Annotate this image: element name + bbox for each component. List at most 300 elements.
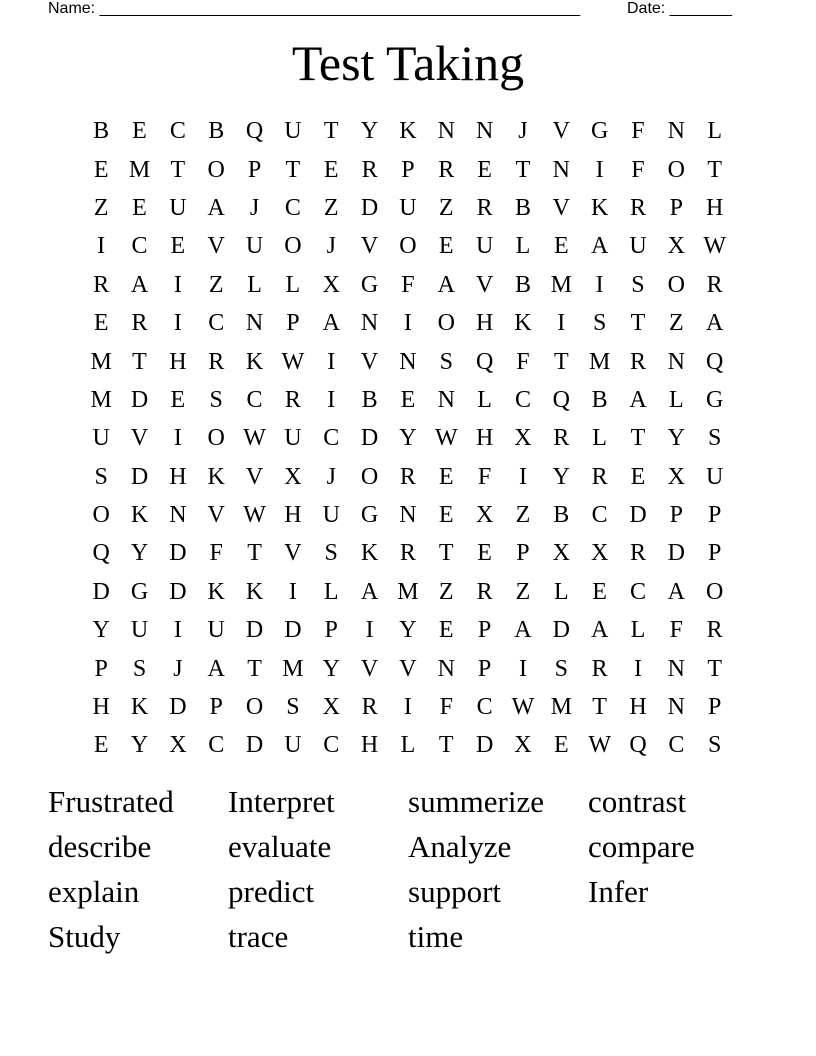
grid-letter: C	[668, 732, 685, 759]
grid-letter: W	[588, 732, 611, 759]
grid-letter: B	[514, 194, 531, 221]
grid-letter: E	[132, 194, 147, 221]
grid-letter: C	[284, 194, 301, 221]
grid-letter: V	[130, 425, 149, 452]
grid-letter: S	[554, 655, 568, 682]
grid-row	[82, 611, 734, 649]
grid-letter: U	[284, 732, 302, 759]
grid-letter: T	[132, 348, 147, 375]
grid-letter: T	[515, 156, 531, 183]
grid-letter: F	[401, 271, 415, 298]
grid-letter: L	[285, 271, 301, 298]
grid-letter: V	[284, 540, 302, 567]
name-field	[48, 0, 580, 18]
grid-letter: P	[477, 617, 492, 644]
grid-letter: J	[249, 194, 260, 221]
grid-letter: G	[130, 578, 149, 605]
grid-letter: A	[437, 271, 455, 298]
grid-row	[82, 381, 734, 419]
grid-letter: Q	[92, 540, 110, 567]
grid-letter: T	[285, 156, 301, 183]
grid-letter: P	[286, 310, 300, 337]
grid-letter: Z	[323, 194, 339, 221]
grid-letter: Y	[130, 540, 149, 567]
word-bank-item: Interpret	[228, 784, 335, 819]
grid-letter: E	[93, 732, 109, 759]
grid-letter: S	[209, 386, 223, 413]
grid-letter: W	[243, 502, 266, 529]
grid-letter: J	[173, 655, 183, 682]
grid-letter: U	[245, 233, 264, 260]
grid-letter: K	[207, 578, 225, 605]
grid-letter: W	[281, 348, 305, 375]
grid-letter: V	[475, 271, 494, 298]
grid-letter: U	[706, 463, 724, 490]
date-field	[627, 0, 732, 18]
grid-letter: R	[399, 463, 416, 490]
grid-letter: R	[706, 617, 723, 644]
grid-letter: R	[629, 348, 646, 375]
word-bank-item: evaluate	[228, 829, 332, 864]
grid-letter: U	[284, 425, 302, 452]
grid-letter: I	[173, 425, 182, 452]
grid-letter: K	[399, 118, 417, 145]
grid-letter: R	[361, 156, 378, 183]
grid-letter: D	[169, 540, 187, 567]
grid-letter: F	[631, 156, 645, 183]
grid-letter: R	[476, 578, 493, 605]
grid-letter: N	[399, 502, 417, 529]
grid-letter: E	[553, 732, 569, 759]
grid-letter: I	[518, 655, 527, 682]
word-bank-item: explain	[48, 874, 140, 909]
grid-letter: T	[247, 655, 262, 682]
grid-letter: L	[553, 578, 569, 605]
grid-letter: V	[360, 655, 379, 682]
grid-letter: E	[438, 502, 454, 529]
grid-letter: F	[516, 348, 530, 375]
grid-letter: C	[514, 386, 531, 413]
grid-letter: C	[323, 425, 340, 452]
grid-letter: B	[208, 118, 225, 145]
grid-letter: I	[173, 617, 182, 644]
grid-letter: M	[282, 655, 304, 682]
grid-letter: O	[92, 502, 110, 529]
grid-letter: L	[592, 425, 607, 452]
grid-letter: B	[93, 118, 110, 145]
grid-letter: D	[360, 425, 379, 452]
grid-letter: I	[518, 463, 527, 490]
grid-letter: I	[327, 386, 336, 413]
grid-letter: D	[245, 617, 264, 644]
grid-letter: D	[130, 463, 149, 490]
grid-letter: F	[209, 540, 223, 567]
grid-letter: A	[514, 617, 532, 644]
grid-letter: Y	[92, 617, 110, 644]
grid-letter: S	[132, 655, 147, 682]
word-bank-item: Frustrated	[48, 784, 174, 819]
grid-letter: Y	[399, 617, 417, 644]
grid-letter: H	[284, 502, 302, 529]
grid-letter: D	[130, 386, 149, 413]
grid-letter: H	[92, 694, 110, 721]
grid-letter: N	[667, 118, 685, 145]
grid-letter: G	[360, 271, 379, 298]
grid-letter: A	[322, 310, 340, 337]
grid-letter: G	[706, 386, 724, 413]
grid-letter: D	[245, 732, 264, 759]
grid-letter: M	[90, 348, 112, 375]
grid-letter: W	[703, 233, 726, 260]
grid-letter: R	[284, 386, 301, 413]
grid-letter: L	[630, 617, 646, 644]
grid-letter: S	[286, 694, 300, 721]
worksheet-header	[48, 0, 740, 20]
grid-letter: A	[706, 310, 724, 337]
grid-letter: M	[550, 271, 572, 298]
grid-letter: R	[629, 194, 646, 221]
name-line: ______________________________________________________	[99, 0, 581, 17]
grid-letter: U	[399, 194, 417, 221]
grid-letter: E	[553, 233, 569, 260]
grid-letter: L	[668, 386, 684, 413]
grid-letter: A	[207, 194, 225, 221]
grid-letter: Z	[515, 578, 531, 605]
grid-letter: B	[514, 271, 531, 298]
grid-letter: C	[169, 118, 186, 145]
grid-row	[82, 726, 734, 764]
grid-letter: T	[323, 118, 339, 145]
grid-letter: U	[130, 617, 149, 644]
grid-row	[82, 227, 734, 265]
grid-letter: K	[130, 502, 149, 529]
grid-letter: Z	[438, 194, 454, 221]
grid-letter: S	[439, 348, 453, 375]
grid-row	[82, 150, 734, 188]
grid-letter: M	[588, 348, 611, 375]
date-line: _______	[669, 0, 732, 17]
grid-letter: N	[169, 502, 187, 529]
grid-row	[82, 419, 734, 457]
grid-letter: T	[170, 156, 186, 183]
word-bank-item: describe	[48, 829, 152, 864]
grid-letter: E	[438, 617, 454, 644]
grid-letter: U	[475, 233, 494, 260]
grid-letter: O	[284, 233, 302, 260]
grid-letter: C	[591, 502, 608, 529]
grid-letter: N	[667, 655, 685, 682]
grid-letter: P	[247, 156, 262, 183]
grid-letter: X	[169, 732, 187, 759]
grid-letter: W	[434, 425, 458, 452]
grid-letter: R	[361, 694, 378, 721]
grid-letter: U	[207, 617, 225, 644]
grid-letter: V	[552, 194, 570, 221]
grid-letter: R	[553, 425, 570, 452]
grid-row	[82, 189, 734, 227]
grid-row	[82, 458, 734, 496]
grid-letter: F	[631, 118, 645, 145]
grid-letter: E	[592, 578, 607, 605]
grid-letter: A	[130, 271, 149, 298]
word-bank-item: Analyze	[408, 829, 512, 864]
grid-letter: V	[360, 348, 379, 375]
grid-letter: R	[476, 194, 493, 221]
grid-letter: F	[669, 617, 683, 644]
grid-letter: O	[207, 156, 225, 183]
grid-letter: T	[438, 732, 454, 759]
word-bank-item: Study	[48, 919, 121, 954]
grid-letter: C	[131, 233, 148, 260]
page-title: Test Taking	[291, 35, 525, 91]
grid-row	[82, 496, 734, 534]
grid-row	[82, 688, 734, 726]
grid-letter: O	[399, 233, 417, 260]
grid-letter: K	[245, 578, 264, 605]
word-bank-item: summerize	[408, 784, 545, 819]
grid-letter: S	[94, 463, 108, 490]
grid-letter: L	[400, 732, 416, 759]
grid-letter: N	[437, 118, 455, 145]
grid-letter: Y	[399, 425, 417, 452]
grid-letter: R	[208, 348, 225, 375]
grid-letter: X	[284, 463, 302, 490]
grid-letter: R	[93, 271, 110, 298]
grid-letter: V	[552, 118, 570, 145]
grid-letter: L	[707, 118, 722, 145]
grid-letter: Z	[515, 502, 531, 529]
grid-letter: P	[707, 540, 722, 567]
grid-letter: E	[132, 118, 147, 145]
grid-letter: K	[130, 694, 149, 721]
grid-letter: X	[590, 540, 609, 567]
grid-row	[82, 342, 734, 380]
grid-letter: G	[360, 502, 379, 529]
grid-letter: N	[437, 655, 455, 682]
grid-letter: I	[97, 233, 106, 260]
grid-letter: O	[360, 463, 379, 490]
grid-letter: T	[707, 156, 722, 183]
grid-letter: I	[403, 310, 412, 337]
grid-letter: K	[590, 194, 609, 221]
grid-letter: O	[667, 156, 685, 183]
grid-letter: X	[475, 502, 494, 529]
grid-letter: C	[476, 694, 493, 721]
grid-letter: J	[518, 118, 528, 145]
name-label: Name:	[48, 0, 96, 17]
grid-letter: Y	[360, 118, 379, 145]
grid-letter: A	[667, 578, 685, 605]
grid-letter: A	[207, 655, 225, 682]
grid-letter: P	[94, 655, 108, 682]
grid-letter: O	[667, 271, 685, 298]
grid-letter: F	[477, 463, 492, 490]
grid-letter: D	[169, 578, 187, 605]
grid-letter: L	[515, 233, 531, 260]
grid-letter: Y	[130, 732, 149, 759]
grid-letter: E	[477, 156, 492, 183]
grid-letter: P	[516, 540, 530, 567]
grid-letter: T	[247, 540, 262, 567]
grid-letter: N	[245, 310, 264, 337]
grid-letter: C	[246, 386, 263, 413]
grid-letter: I	[327, 348, 336, 375]
grid-letter: T	[707, 655, 722, 682]
grid-letter: S	[324, 540, 338, 567]
grid-row	[82, 266, 734, 304]
grid-letter: N	[667, 694, 685, 721]
grid-letter: I	[365, 617, 374, 644]
grid-letter: E	[170, 386, 186, 413]
grid-row	[82, 112, 734, 150]
grid-letter: W	[243, 425, 266, 452]
grid-letter: H	[169, 463, 187, 490]
grid-letter: B	[361, 386, 378, 413]
grid-letter: V	[245, 463, 264, 490]
grid-letter: D	[629, 502, 647, 529]
grid-letter: E	[93, 310, 109, 337]
grid-letter: I	[633, 655, 642, 682]
grid-letter: Q	[552, 386, 570, 413]
grid-letter: H	[475, 310, 494, 337]
grid-letter: K	[360, 540, 379, 567]
grid-letter: N	[399, 348, 417, 375]
grid-letter: V	[207, 502, 225, 529]
grid-letter: R	[591, 463, 608, 490]
grid-letter: Q	[629, 732, 647, 759]
word-bank-item: compare	[588, 829, 695, 864]
word-bank-item: predict	[228, 874, 315, 909]
word-bank-item: trace	[228, 919, 289, 954]
grid-letter: V	[360, 233, 379, 260]
grid-letter: B	[553, 502, 570, 529]
grid-letter: L	[477, 386, 492, 413]
grid-letter: N	[360, 310, 379, 337]
grid-letter: T	[438, 540, 454, 567]
grid-letter: K	[514, 310, 532, 337]
grid-letter: O	[207, 425, 225, 452]
grid-letter: E	[400, 386, 416, 413]
grid-letter: E	[170, 233, 186, 260]
grid-letter: N	[667, 348, 685, 375]
grid-letter: I	[595, 156, 604, 183]
grid-letter: Y	[322, 655, 340, 682]
grid-letter: T	[553, 348, 569, 375]
grid-letter: D	[92, 578, 110, 605]
grid-letter: P	[707, 694, 722, 721]
grid-letter: X	[322, 694, 340, 721]
grid-letter: P	[401, 156, 415, 183]
grid-letter: P	[477, 655, 492, 682]
grid-letter: F	[439, 694, 453, 721]
grid-row	[82, 304, 734, 342]
grid-letter: H	[475, 425, 494, 452]
grid-letter: Q	[706, 348, 724, 375]
grid-letter: H	[360, 732, 379, 759]
grid-letter: D	[284, 617, 302, 644]
grid-letter: D	[169, 694, 187, 721]
grid-letter: P	[209, 694, 223, 721]
grid-letter: A	[590, 233, 609, 260]
grid-letter: Q	[475, 348, 494, 375]
grid-letter: H	[629, 694, 647, 721]
grid-row	[82, 534, 734, 572]
grid-letter: O	[437, 310, 455, 337]
grid-letter: M	[397, 578, 419, 605]
grid-letter: E	[438, 233, 454, 260]
word-bank	[48, 782, 768, 962]
grid-letter: I	[173, 310, 182, 337]
grid-letter: V	[399, 655, 417, 682]
grid-letter: U	[169, 194, 187, 221]
grid-letter: M	[550, 694, 572, 721]
grid-letter: P	[669, 194, 683, 221]
grid-letter: D	[475, 732, 494, 759]
word-search-grid	[82, 112, 734, 765]
grid-letter: I	[595, 271, 604, 298]
grid-letter: S	[707, 732, 722, 759]
word-bank-item: time	[408, 919, 464, 954]
grid-letter: W	[511, 694, 535, 721]
grid-letter: X	[514, 732, 532, 759]
grid-letter: S	[631, 271, 645, 298]
grid-letter: L	[247, 271, 262, 298]
grid-letter: I	[557, 310, 566, 337]
grid-letter: U	[284, 118, 302, 145]
grid-letter: E	[630, 463, 646, 490]
grid-letter: X	[667, 233, 685, 260]
grid-letter: B	[591, 386, 608, 413]
grid-letter: J	[326, 233, 336, 260]
grid-letter: V	[207, 233, 225, 260]
grid-row	[82, 573, 734, 611]
grid-letter: E	[477, 540, 492, 567]
grid-letter: C	[208, 310, 225, 337]
grid-letter: U	[629, 233, 647, 260]
grid-letter: H	[169, 348, 187, 375]
word-bank-item: contrast	[588, 784, 687, 819]
grid-letter: P	[324, 617, 338, 644]
grid-letter: U	[92, 425, 110, 452]
grid-letter: C	[629, 578, 646, 605]
grid-letter: A	[360, 578, 379, 605]
grid-letter: N	[475, 118, 494, 145]
grid-letter: Z	[438, 578, 454, 605]
grid-letter: N	[552, 156, 570, 183]
grid-letter: R	[629, 540, 646, 567]
grid-letter: C	[323, 732, 340, 759]
grid-letter: L	[323, 578, 339, 605]
grid-letter: X	[514, 425, 532, 452]
grid-letter: C	[208, 732, 225, 759]
grid-letter: X	[552, 540, 570, 567]
grid-letter: D	[360, 194, 379, 221]
grid-letter: M	[128, 156, 151, 183]
grid-letter: M	[90, 386, 112, 413]
grid-letter: R	[131, 310, 148, 337]
grid-letter: Y	[552, 463, 570, 490]
grid-letter: Z	[208, 271, 224, 298]
grid-letter: O	[245, 694, 264, 721]
grid-letter: R	[591, 655, 608, 682]
grid-letter: Z	[668, 310, 684, 337]
grid-row	[82, 649, 734, 687]
grid-letter: S	[707, 425, 722, 452]
word-bank-item: Infer	[588, 874, 649, 909]
grid-letter: Z	[93, 194, 109, 221]
grid-letter: P	[669, 502, 683, 529]
grid-letter: N	[437, 386, 455, 413]
